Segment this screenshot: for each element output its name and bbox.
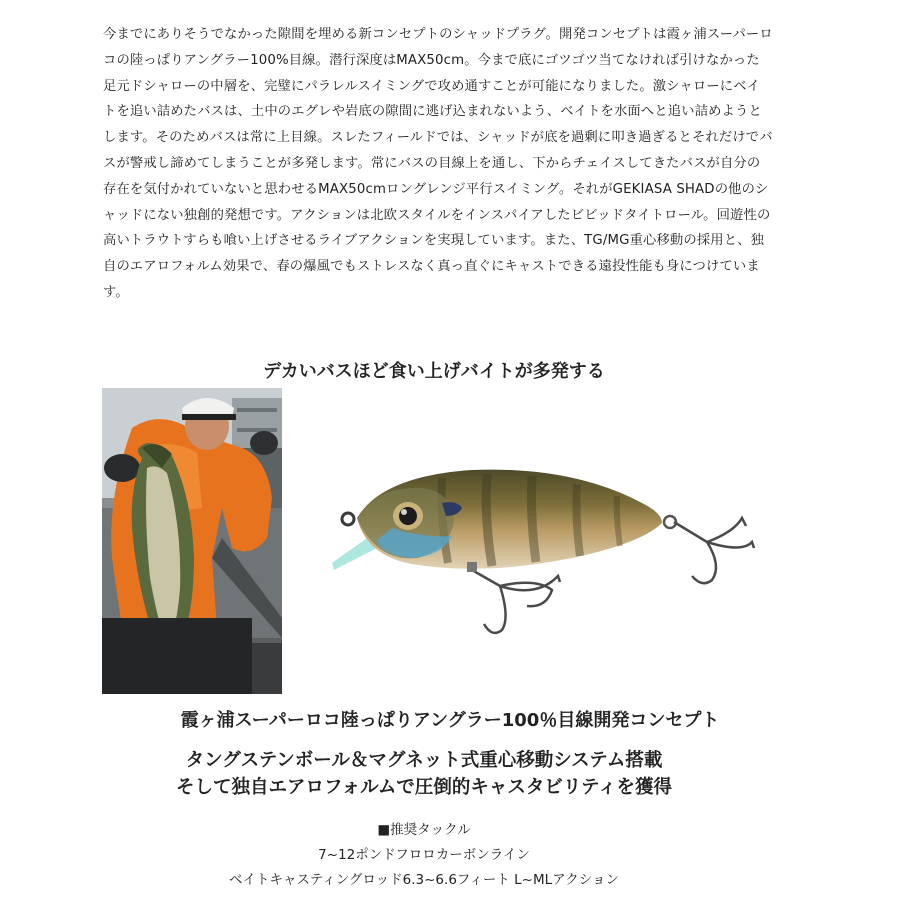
angler-photo — [102, 388, 282, 694]
recommended-line: 7~12ポンドフロロカーボンライン — [318, 847, 530, 863]
concept-heading: 霞ヶ浦スーパーロコ陸っぱりアングラー100％目線開発コンセプト — [180, 710, 720, 731]
recommended-tackle-title: ■推奨タックル — [377, 822, 471, 838]
castability-heading: そして独自エアロフォルムで圧倒的キャスタビリティを獲得 — [176, 777, 672, 798]
tungsten-system-heading: タングステンボール＆マグネット式重心移動システム搭載 — [185, 750, 663, 771]
gekiasa-shad-lure-image — [322, 458, 758, 644]
product-description: 今までにありそうでなかった隙間を埋める新コンセプトのシャッドプラグ。開発コンセプトは霞ヶ浦スーパーロコの陸っぱりアングラー100%目線。潜行深度はMAX50cm。今まで底にゴツゴツ当てなければ引けなかった足元ドシャローの中層を、完璧にパラレルスイミングで攻め通すことが可能になりました。激シャローにベイトを追い詰めたバスは、土中のエグレや岩底の隙間に逃げ込まれないよう、ベイトを水面へと追い詰めようとします。そのためバスは常に上目線。スレたフィールドでは、シャッドが底を過剰に叩き過ぎるとそれだけでバスが警戒し諦めてしまうことが多発します。常にバスの目線上を通し、下からチェイスしてきたバスが自分の存在を気付かれていないと思わせるMAX50cmロングレンジ平行スイミング。それがGEKIASA SHADの他のシャッドにない独創的発想です。アクションは北欧スタイルをインスパイアしたビビッドタイトロール。回遊性の高いトラウトすらも喰い上げさせるライブアクションを実現しています。また、TG/MG重心移動の採用と、独自のエアロフォルム効果で、春の爆風でもストレスなく真っ直ぐにキャストできる遠投性能も身につけています。 — [103, 27, 773, 300]
recommended-rod: ベイトキャスティングロッド6.3~6.6フィート L~MLアクション — [229, 872, 619, 888]
catch-heading: デカいバスほど食い上げバイトが多発する — [263, 361, 605, 382]
